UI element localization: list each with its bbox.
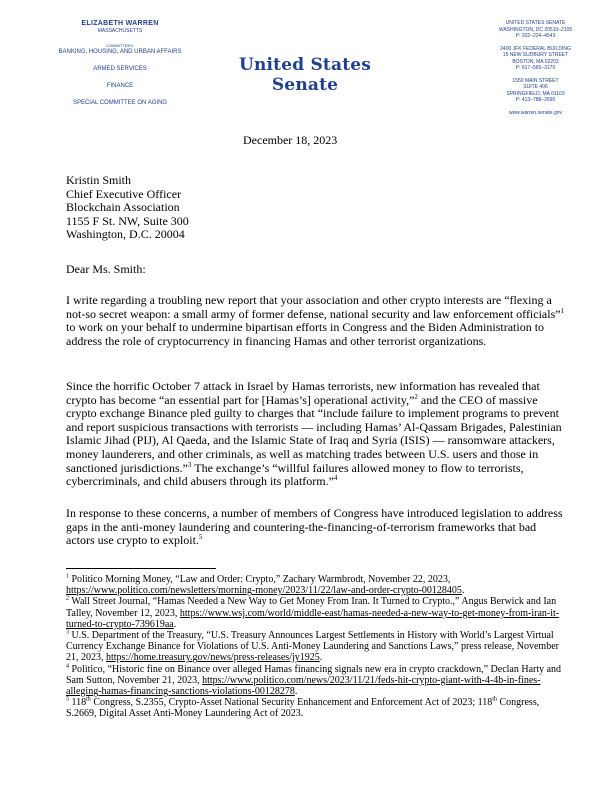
paragraph-text: Since the horrific October 7 attack in Israel by Hamas terrorists, new information has revealed that crypto has become “an essential part for [Hamas’s] operational activity,” bbox=[66, 379, 540, 407]
footnote-2 bbox=[66, 596, 564, 630]
footnote-4 bbox=[66, 664, 564, 698]
letterhead-left bbox=[30, 20, 210, 107]
footnote-number: 3 bbox=[66, 629, 69, 636]
office-dc bbox=[468, 20, 603, 40]
footnote-ref[interactable]: 5 bbox=[198, 533, 203, 542]
letter-date: December 18, 2023 bbox=[243, 133, 338, 147]
office-line: SUITE 406 bbox=[523, 84, 548, 90]
recipient-address bbox=[66, 174, 566, 242]
paragraph-1 bbox=[66, 294, 566, 348]
footnote-text: . bbox=[461, 585, 465, 597]
office-line: 1550 MAIN STREET bbox=[512, 77, 559, 84]
salutation: Dear Ms. Smith: bbox=[66, 262, 146, 276]
footnotes bbox=[66, 574, 564, 720]
office-line: 2400 JFK FEDERAL BUILDING bbox=[500, 45, 571, 52]
paragraph-text: and the CEO of massive crypto exchange Binance pled guilty to charges that “include failure to implement programs to prevent and report suspicious transactions with terrorists — including Hamas’ Al-Qassam Brigades, Palestinian Islamic Jihad (PIJ), Al Qaeda, and the Islamic State of Iraq and Syria (ISIS) — ransomware attackers, money launderers, and other criminals, as well as matching trades between U.S. users and those in sanctioned jurisdictions.” bbox=[66, 392, 562, 475]
footnote-text: Politico Morning Money, “Law and Order: Crypto,” Zachary Warmbrodt, November 22, 2023, bbox=[69, 574, 451, 585]
recipient-city: Washington, D.C. 20004 bbox=[66, 227, 185, 242]
footnote-number: 4 bbox=[66, 663, 69, 670]
senator-name: ELIZABETH WARREN bbox=[81, 20, 159, 27]
footnote-text: Congress, S.2669, Digital Asset Anti-Money Laundering Act of 2023. bbox=[66, 697, 540, 720]
committee-item: SPECIAL COMMITTEE ON AGING bbox=[72, 100, 168, 106]
footnote-text: 118 bbox=[69, 697, 87, 709]
paragraph-3 bbox=[66, 507, 566, 548]
office-line: BOSTON, MA 02203 bbox=[512, 58, 559, 65]
office-boston bbox=[468, 46, 603, 72]
footnote-ref[interactable]: 3 bbox=[187, 460, 192, 469]
committee-item: BANKING, HOUSING, AND URBAN AFFAIRS bbox=[58, 49, 182, 55]
paragraph-2 bbox=[66, 380, 566, 489]
letterhead-right bbox=[468, 20, 603, 116]
footnote-text: Wall Street Journal, “Hamas Needed a New Way to Get Money From Iran. It Turned to Crypto.,” Angus Berwick and Ian Talley, November 12, 2023, bbox=[66, 596, 557, 619]
footnote-1 bbox=[66, 574, 564, 596]
footnote-text: U.S. Department of the Treasury, “U.S. Treasury Announces Largest Settlements in History with World’s Largest Virtual Currency Exchange Binance for Violations of U.S. Anti-Money Laundering and Sanctions Laws,” press release, November 21, 2023, bbox=[66, 630, 559, 664]
paragraph-text: to work on your behalf to undermine bipartisan efforts in Congress and the Biden Administration to address the role of cryptocurrency in financing Hamas and other terrorist organizations. bbox=[66, 320, 545, 348]
footnote-number: 1 bbox=[66, 573, 69, 580]
recipient-street: 1155 F St. NW, Suite 300 bbox=[66, 213, 189, 228]
office-line: 15 NEW SUDBURY STREET bbox=[502, 52, 569, 58]
footnote-ref[interactable]: 4 bbox=[333, 474, 338, 483]
footnote-divider bbox=[66, 568, 216, 569]
paragraph-text: In response to these concerns, a number of members of Congress have introduced legislation to address gaps in the anti-money laundering and countering-the-financing-of-terrorism frameworks that bad actors use crypto to exploit. bbox=[66, 506, 563, 548]
committees-label: COMMITTEES: bbox=[106, 43, 134, 48]
office-line: UNITED STATES SENATE bbox=[505, 20, 566, 26]
footnote-text: Congress, S.2355, Crypto-Asset National Security Enhancement and Enforcement Act of 2023; 118 bbox=[90, 697, 493, 709]
footnote-link[interactable]: https://www.politico.com/news/2023/11/21/feds-hit-crypto-giant-with-4-4b-in-fines-alleging-hamas-financing-sanctions-violations-00128278 bbox=[66, 674, 541, 698]
footnote-number: 5 bbox=[66, 696, 69, 703]
footnote-text: . bbox=[173, 618, 177, 630]
office-line: SPRINGFIELD, MA 01103 bbox=[506, 90, 565, 97]
footnote-3 bbox=[66, 630, 564, 664]
office-line: P: 617–565–3170 bbox=[515, 65, 556, 71]
footnote-link[interactable]: https://home.treasury.gov/news/press-releases/jy1925 bbox=[106, 652, 320, 664]
recipient-org: Blockchain Association bbox=[66, 200, 180, 215]
office-line: P: 413–788–2690 bbox=[515, 97, 556, 103]
website: www.warren.senate.gov bbox=[508, 109, 563, 116]
footnote-text: . bbox=[319, 652, 323, 664]
footnote-ref[interactable]: 2 bbox=[414, 392, 418, 401]
footnote-text: Politico, “Historic fine on Binance over alleged Hamas financing signals new era in crypto crackdown,” Declan Harty and Sam Sutton, November 21, 2023, bbox=[66, 663, 562, 686]
recipient-name: Kristin Smith bbox=[66, 173, 132, 187]
footnote-text: . bbox=[294, 686, 298, 698]
ordinal-suffix: th bbox=[492, 696, 497, 703]
committee-item: FINANCE bbox=[106, 83, 134, 89]
office-line: P: 202–224–4543 bbox=[515, 33, 556, 39]
office-springfield bbox=[468, 78, 603, 104]
senate-wordmark: United States Senate bbox=[238, 55, 372, 95]
footnote-link[interactable]: https://www.politico.com/newsletters/morning-money/2023/11/22/law-and-order-crypto-00128405 bbox=[66, 585, 462, 597]
committee-item: ARMED SERVICES bbox=[93, 66, 147, 72]
footnote-ref[interactable]: 1 bbox=[560, 306, 565, 315]
footnote-number: 2 bbox=[66, 596, 69, 603]
footnote-link[interactable]: https://www.wsj.com/world/middle-east/hamas-needed-a-new-way-to-get-money-from-iran-it-turned-to-crypto-739619aa bbox=[66, 607, 560, 630]
paragraph-text: I write regarding a troubling new report that your association and other crypto interests are “flexing a not-so secret weapon: a small army of former defense, national security and law enforcement officials” bbox=[66, 293, 561, 321]
footnote-5 bbox=[66, 697, 564, 719]
office-line: WASHINGTON, DC 20510–2105 bbox=[498, 26, 573, 33]
recipient-title: Chief Executive Officer bbox=[66, 186, 182, 201]
ordinal-suffix: th bbox=[86, 696, 91, 703]
paragraph-text: The exchange’s “willful failures allowed money to flow to terrorists, cybercriminals, and child abusers through its platform.” bbox=[66, 460, 524, 489]
senator-state: MASSACHUSETTS bbox=[97, 28, 143, 34]
